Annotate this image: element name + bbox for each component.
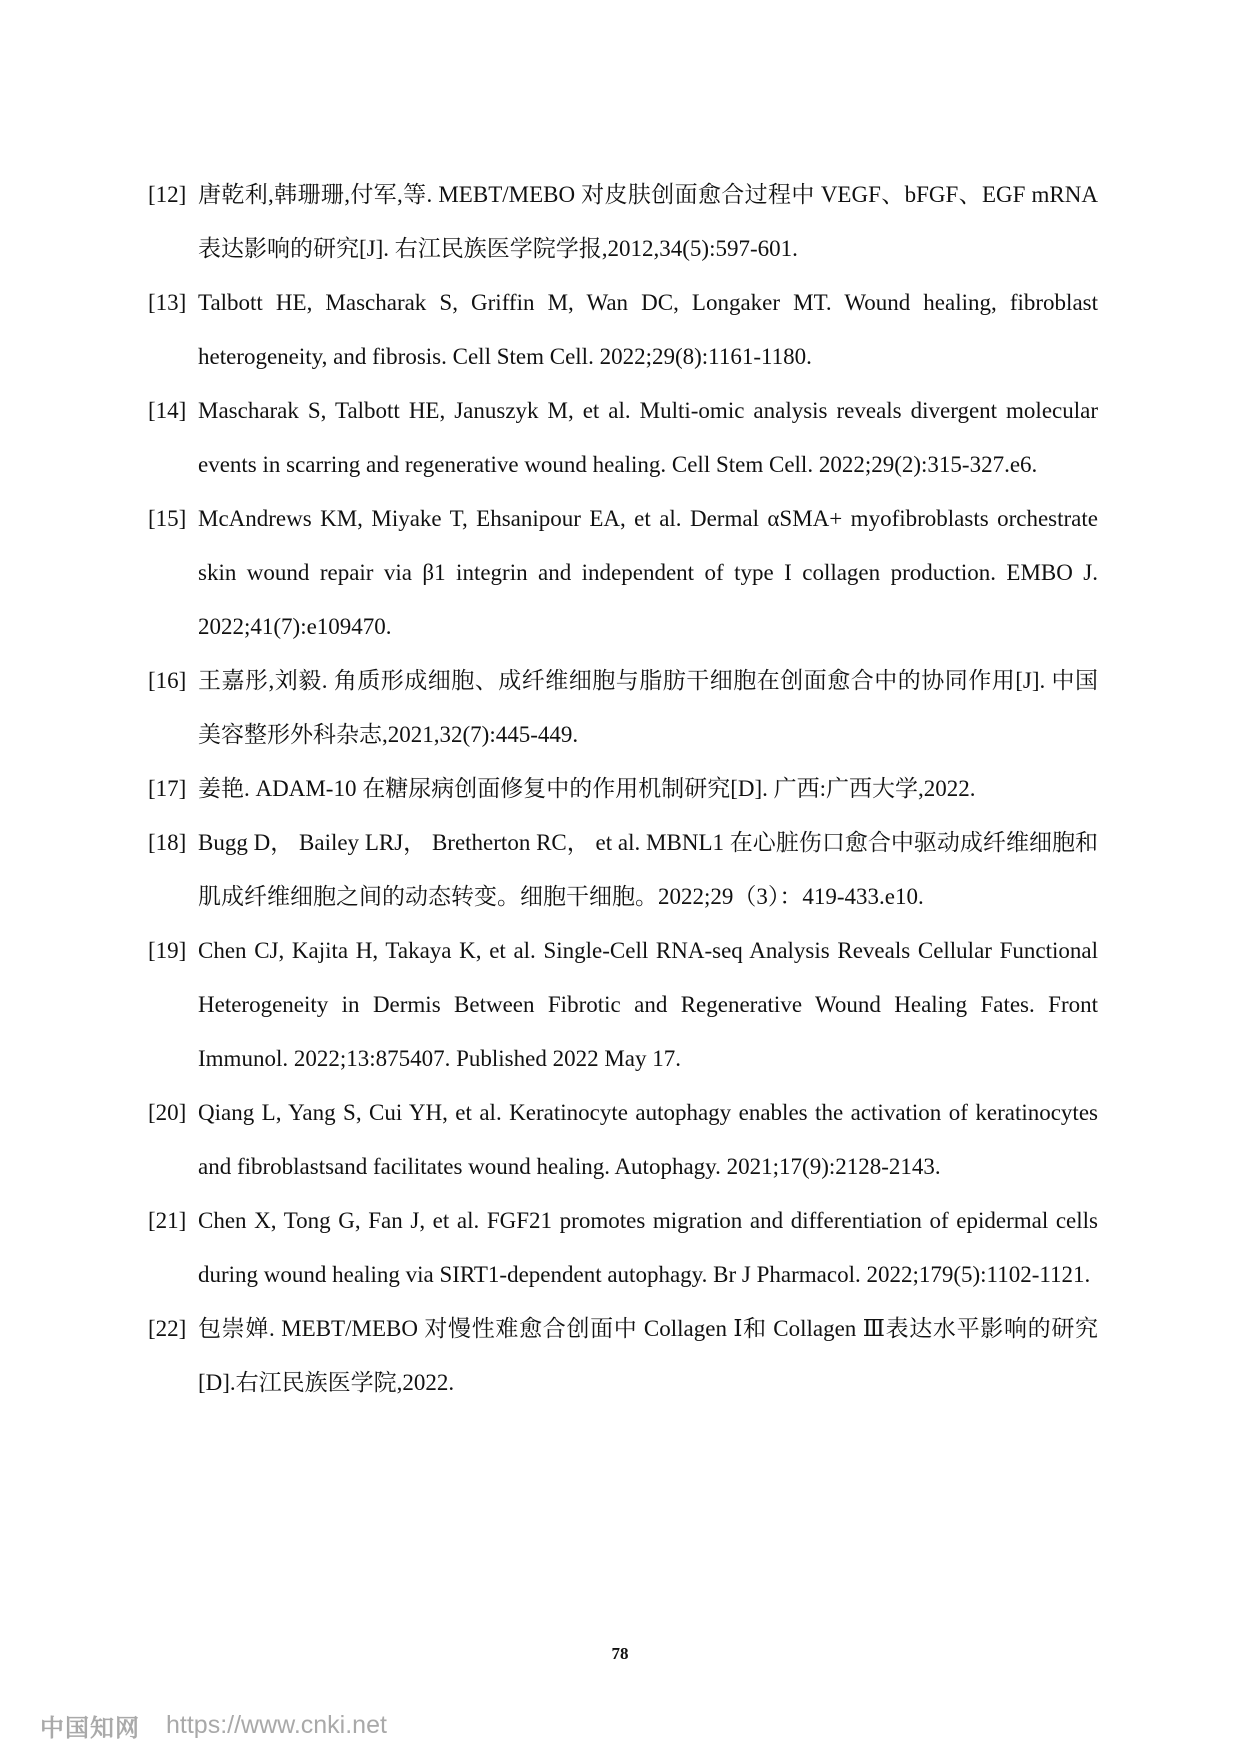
reference-number: [18] bbox=[148, 830, 187, 855]
reference-number: [20] bbox=[148, 1100, 187, 1125]
cnki-watermark bbox=[40, 1710, 387, 1740]
reference-item bbox=[148, 924, 1098, 1086]
reference-text: 唐乾利,韩珊珊,付军,等. MEBT/MEBO 对皮肤创面愈合过程中 VEGF、bFGF、EGF mRNA 表达影响的研究[J]. 右江民族医学院学报,2012,34(5):597-601. bbox=[198, 182, 1098, 261]
reference-number: [17] bbox=[148, 776, 187, 801]
cnki-url: https://www.cnki.net bbox=[166, 1710, 387, 1739]
reference-number: [12] bbox=[148, 182, 187, 207]
reference-number: [16] bbox=[148, 668, 187, 693]
reference-number: [14] bbox=[148, 398, 187, 423]
reference-list bbox=[148, 168, 1098, 1410]
reference-item bbox=[148, 654, 1098, 762]
reference-item bbox=[148, 276, 1098, 384]
cnki-logo-text: 中国知网 bbox=[40, 1714, 140, 1742]
reference-number: [21] bbox=[148, 1208, 187, 1233]
reference-item bbox=[148, 1194, 1098, 1302]
reference-text: Qiang L, Yang S, Cui YH, et al. Keratinocyte autophagy enables the activation of keratinocytes and fibroblastsand facilitates wound healing. Autophagy. 2021;17(9):2128-2143. bbox=[198, 1100, 1098, 1179]
reference-text: McAndrews KM, Miyake T, Ehsanipour EA, et al. Dermal αSMA+ myofibroblasts orchestrate skin wound repair via β1 integrin and independent of type I collagen production. EMBO J. 2022;41(7):e109470. bbox=[198, 506, 1098, 639]
page-number: 78 bbox=[611, 1644, 629, 1663]
reference-text: Bugg D， Bailey LRJ， Bretherton RC， et al. MBNL1 在心脏伤口愈合中驱动成纤维细胞和肌成纤维细胞之间的动态转变。细胞干细胞。2022;29（3）：419-433.e10. bbox=[198, 830, 1098, 909]
reference-number: [19] bbox=[148, 938, 187, 963]
reference-text: Talbott HE, Mascharak S, Griffin M, Wan DC, Longaker MT. Wound healing, fibroblast heterogeneity, and fibrosis. Cell Stem Cell. 2022;29(8):1161-1180. bbox=[198, 290, 1098, 369]
reference-item bbox=[148, 762, 1098, 816]
reference-text: Mascharak S, Talbott HE, Januszyk M, et al. Multi-omic analysis reveals divergent molecular events in scarring and regenerative wound healing. Cell Stem Cell. 2022;29(2):315-327.e6. bbox=[198, 398, 1098, 477]
reference-number: [15] bbox=[148, 506, 187, 531]
reference-text: Chen X, Tong G, Fan J, et al. FGF21 promotes migration and differentiation of epidermal cells during wound healing via SIRT1-dependent autophagy. Br J Pharmacol. 2022;179(5):1102-1121. bbox=[198, 1208, 1098, 1287]
reference-item bbox=[148, 1302, 1098, 1410]
reference-text: 王嘉彤,刘毅. 角质形成细胞、成纤维细胞与脂肪干细胞在创面愈合中的协同作用[J]. 中国美容整形外科杂志,2021,32(7):445-449. bbox=[198, 668, 1098, 747]
reference-text: 包崇婵. MEBT/MEBO 对慢性难愈合创面中 Collagen Ⅰ和 Collagen Ⅲ表达水平影响的研究[D].右江民族医学院,2022. bbox=[198, 1316, 1098, 1395]
reference-item bbox=[148, 816, 1098, 924]
reference-item bbox=[148, 168, 1098, 276]
reference-item bbox=[148, 384, 1098, 492]
reference-number: [22] bbox=[148, 1316, 187, 1341]
reference-text: Chen CJ, Kajita H, Takaya K, et al. Single-Cell RNA-seq Analysis Reveals Cellular Functional Heterogeneity in Dermis Between Fibrotic and Regenerative Wound Healing Fates. Front Immunol. 2022;13:875407. Published 2022 May 17. bbox=[198, 938, 1098, 1071]
reference-item bbox=[148, 492, 1098, 654]
reference-text: 姜艳. ADAM-10 在糖尿病创面修复中的作用机制研究[D]. 广西:广西大学,2022. bbox=[198, 776, 976, 801]
reference-item bbox=[148, 1086, 1098, 1194]
reference-number: [13] bbox=[148, 290, 187, 315]
